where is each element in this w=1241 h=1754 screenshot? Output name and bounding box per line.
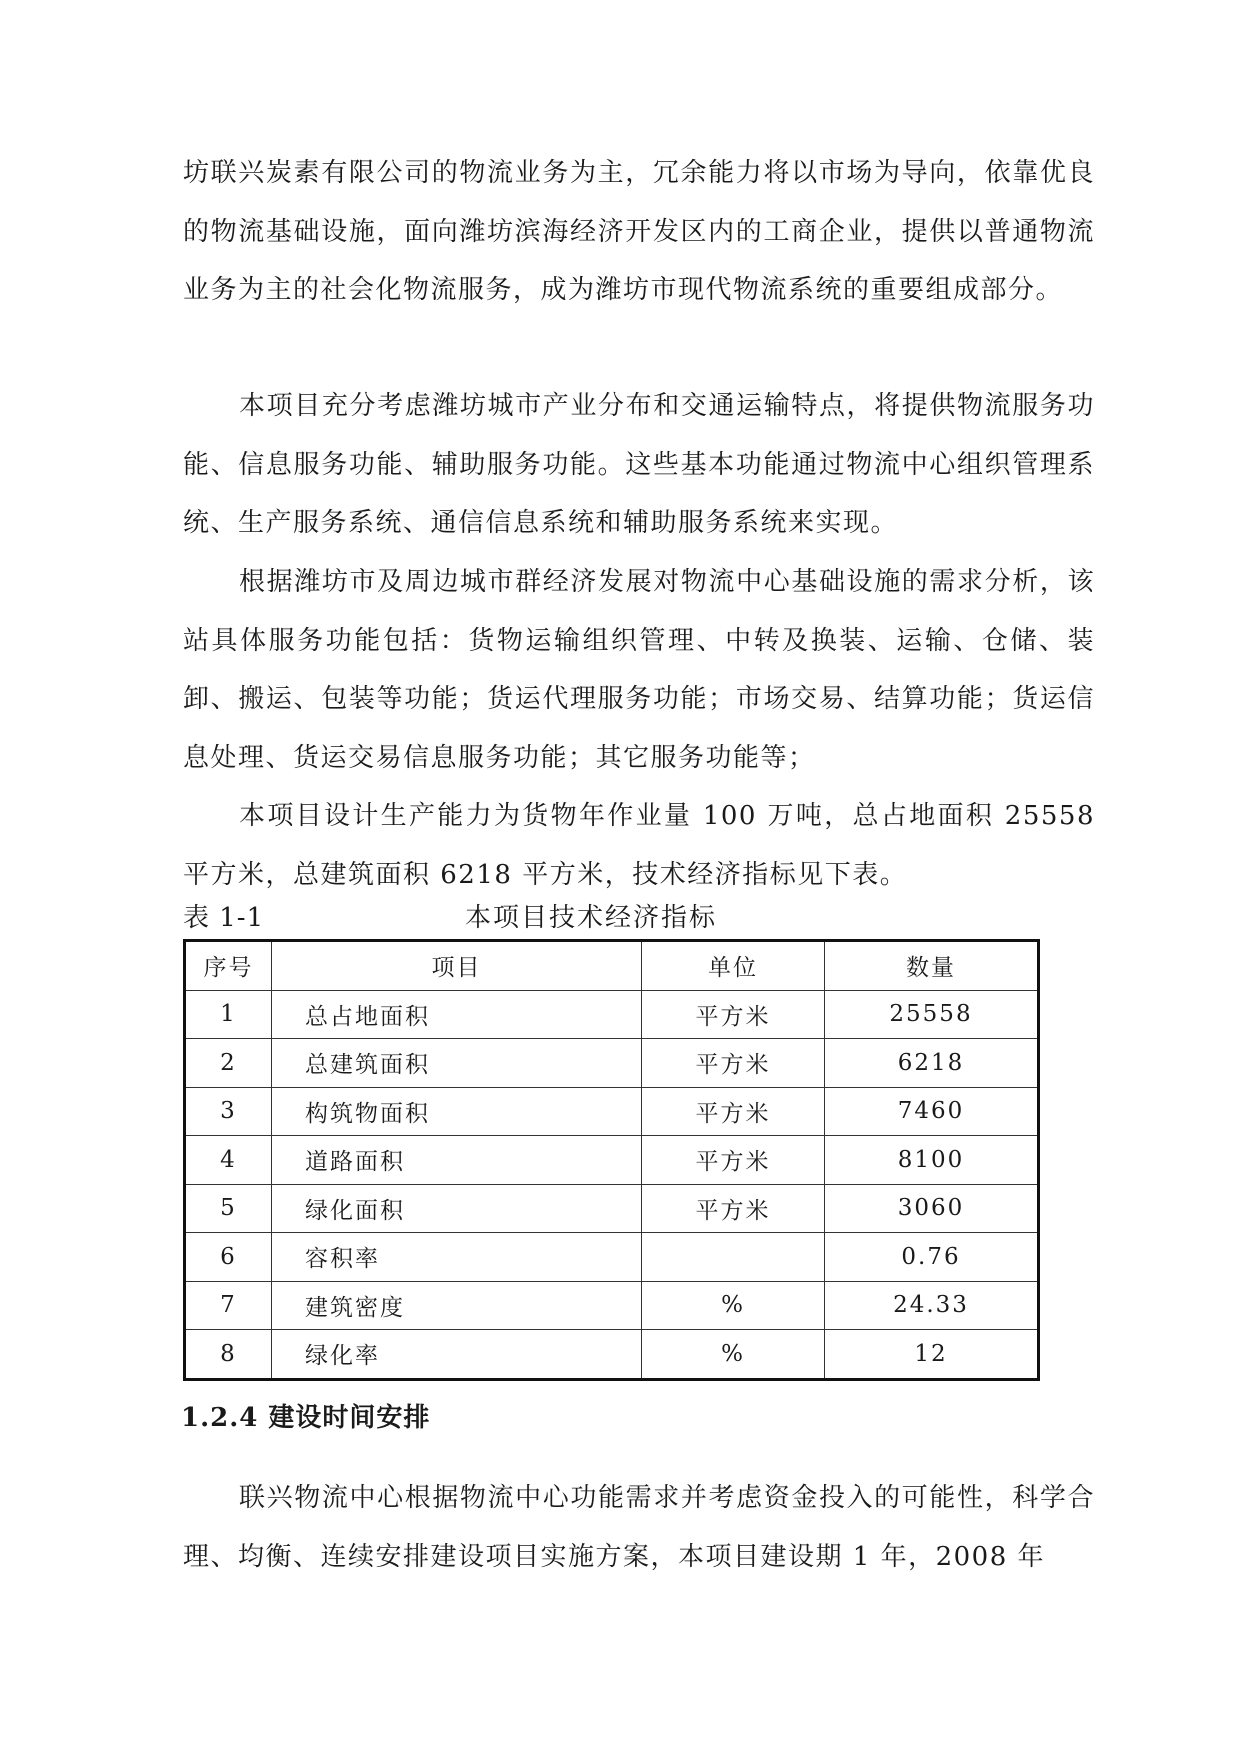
cell-unit: % <box>642 1330 825 1380</box>
table-row <box>185 1233 1039 1282</box>
cell-item: 总占地面积 <box>272 990 642 1039</box>
table-row <box>185 1136 1039 1185</box>
cell-serial-no: 7 <box>185 1281 272 1330</box>
header-quantity: 数量 <box>825 941 1039 991</box>
cell-unit: 平方米 <box>642 1184 825 1233</box>
cell-serial-no: 6 <box>185 1233 272 1282</box>
table-row <box>185 1281 1039 1330</box>
cell-unit: 平方米 <box>642 1087 825 1136</box>
section-heading-construction-schedule: 1.2.4 建设时间安排 <box>181 1403 431 1433</box>
cell-unit <box>642 1233 825 1282</box>
technical-economic-indicators-table <box>183 939 1040 1381</box>
header-serial-no: 序号 <box>185 941 272 991</box>
cell-unit: % <box>642 1281 825 1330</box>
cell-item: 绿化面积 <box>272 1184 642 1233</box>
cell-quantity: 24.33 <box>825 1281 1039 1330</box>
cell-serial-no: 5 <box>185 1184 272 1233</box>
cell-quantity: 25558 <box>825 990 1039 1039</box>
cell-unit: 平方米 <box>642 1039 825 1088</box>
paragraph-demand-analysis: 根据潍坊市及周边城市群经济发展对物流中心基础设施的需求分析，该站具体服务功能包括：货物运输组织管理、中转及换装、运输、仓储、装卸、搬运、包装等功能；货运代理服务功能；市场交易、结算功能；货运信息处理、货运交易信息服务功能；其它服务功能等； <box>183 567 1095 773</box>
cell-unit: 平方米 <box>642 1136 825 1185</box>
table-caption <box>183 900 1043 936</box>
table-title: 本项目技术经济指标 <box>465 903 718 933</box>
cell-item: 总建筑面积 <box>272 1039 642 1088</box>
table-row <box>185 1039 1039 1088</box>
cell-item: 容积率 <box>272 1233 642 1282</box>
table-row <box>185 1184 1039 1233</box>
cell-quantity: 7460 <box>825 1087 1039 1136</box>
cell-quantity: 8100 <box>825 1136 1039 1185</box>
cell-serial-no: 3 <box>185 1087 272 1136</box>
paragraph-service-functions: 本项目充分考虑潍坊城市产业分布和交通运输特点，将提供物流服务功能、信息服务功能、辅助服务功能。这些基本功能通过物流中心组织管理系统、生产服务系统、通信信息系统和辅助服务系统来实现。 <box>183 391 1095 538</box>
cell-serial-no: 4 <box>185 1136 272 1185</box>
header-item: 项目 <box>272 941 642 991</box>
paragraph-logistics-business: 坊联兴炭素有限公司的物流业务为主，冗余能力将以市场为导向，依靠优良的物流基础设施，面向潍坊滨海经济开发区内的工商企业，提供以普通物流业务为主的社会化物流服务，成为潍坊市现代物流系统的重要组成部分。 <box>183 158 1095 305</box>
cell-quantity: 12 <box>825 1330 1039 1380</box>
table-header-row <box>185 941 1039 991</box>
paragraph-design-capacity: 本项目设计生产能力为货物年作业量 100 万吨，总占地面积 25558 平方米，总建筑面积 6218 平方米，技术经济指标见下表。 <box>183 801 1095 890</box>
cell-quantity: 3060 <box>825 1184 1039 1233</box>
cell-item: 绿化率 <box>272 1330 642 1380</box>
cell-serial-no: 2 <box>185 1039 272 1088</box>
cell-item: 建筑密度 <box>272 1281 642 1330</box>
cell-serial-no: 1 <box>185 990 272 1039</box>
table-number: 表 1-1 <box>183 903 265 933</box>
table-row <box>185 1087 1039 1136</box>
cell-serial-no: 8 <box>185 1330 272 1380</box>
cell-item: 道路面积 <box>272 1136 642 1185</box>
cell-unit: 平方米 <box>642 990 825 1039</box>
table-row <box>185 1330 1039 1380</box>
cell-item: 构筑物面积 <box>272 1087 642 1136</box>
paragraph-construction-plan: 联兴物流中心根据物流中心功能需求并考虑资金投入的可能性，科学合理、均衡、连续安排建设项目实施方案，本项目建设期 1 年，2008 年 <box>183 1483 1095 1572</box>
table-row <box>185 990 1039 1039</box>
cell-quantity: 6218 <box>825 1039 1039 1088</box>
header-unit: 单位 <box>642 941 825 991</box>
cell-quantity: 0.76 <box>825 1233 1039 1282</box>
